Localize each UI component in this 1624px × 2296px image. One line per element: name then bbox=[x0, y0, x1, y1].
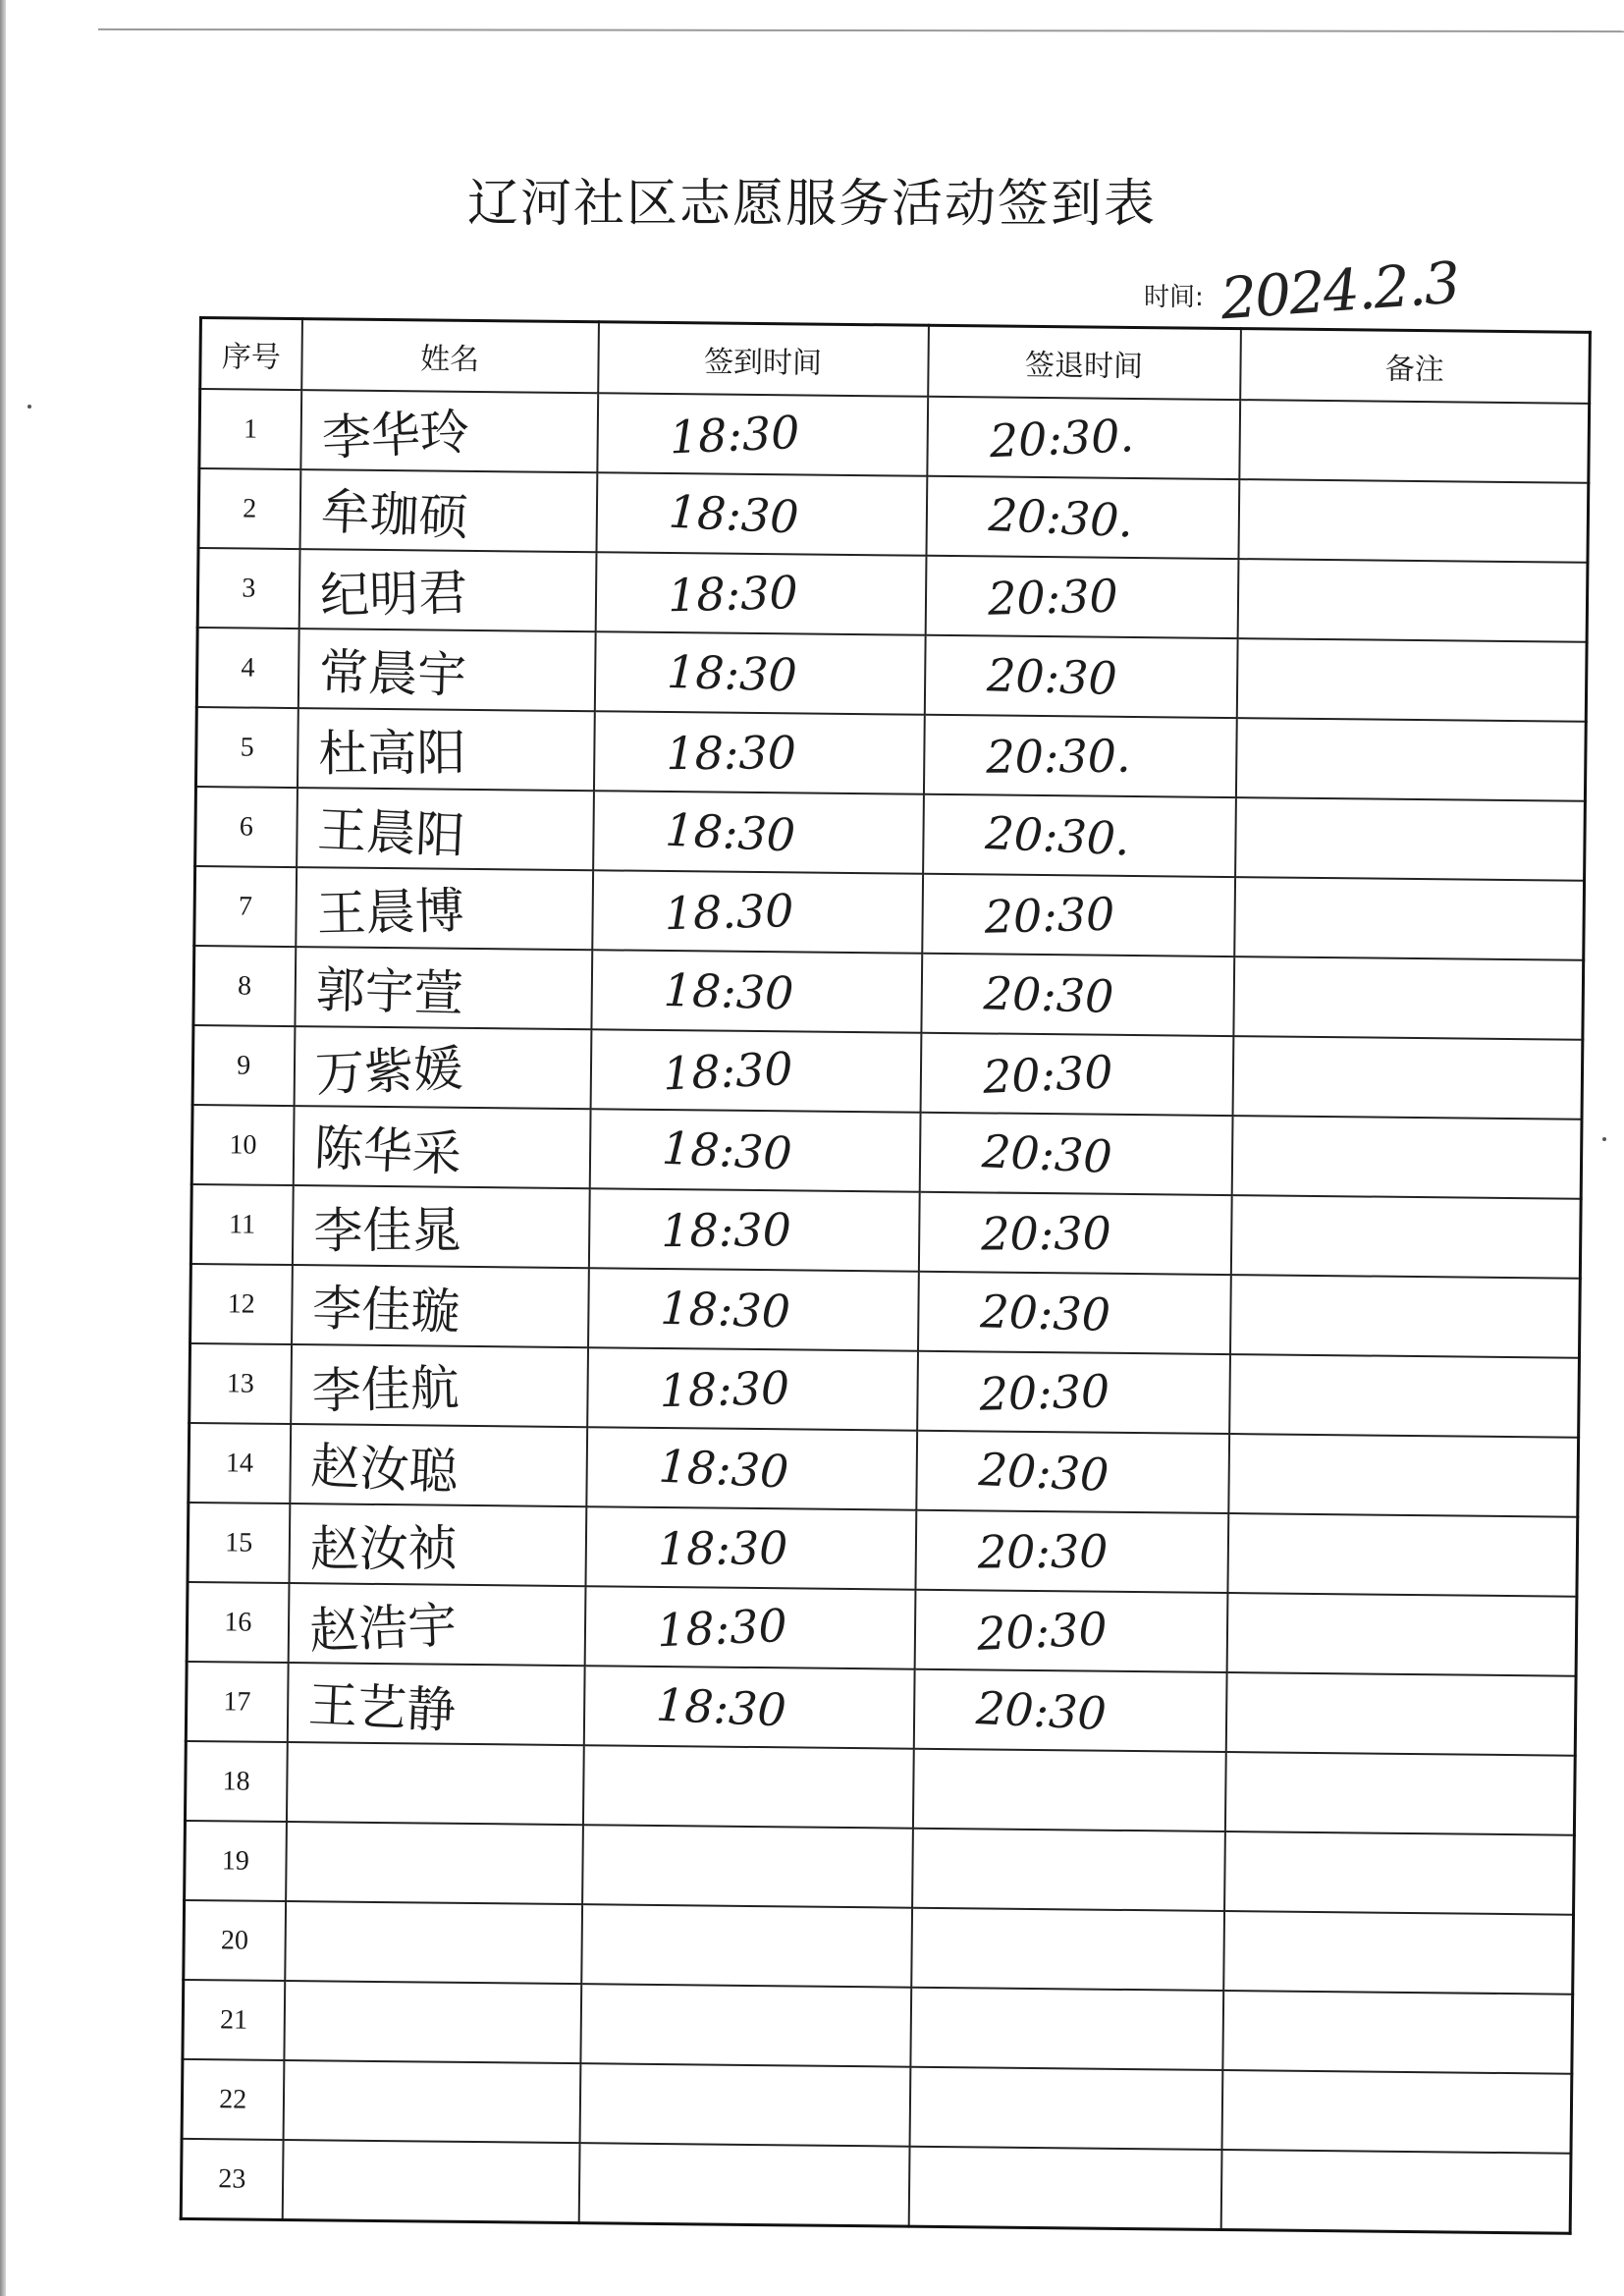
cell-sign-out-handwritten-text: 20:30 bbox=[974, 1680, 1108, 1740]
cell-sign-out-handwritten-text: 20:30 bbox=[977, 1442, 1110, 1502]
cell-serial bbox=[189, 1423, 291, 1503]
cell-sign-in-handwritten-text: 18:30 bbox=[661, 1041, 794, 1100]
cell-sign-out-handwritten-text: 20:30. bbox=[987, 487, 1134, 548]
cell-sign-out-handwritten-text: 20:30 bbox=[982, 965, 1114, 1023]
cell-sign-in-handwritten-text: 18.30 bbox=[663, 883, 794, 940]
cell-serial bbox=[198, 468, 300, 549]
header-sign-in-time: 签到时间 bbox=[598, 322, 929, 397]
cell-name-handwritten bbox=[285, 1901, 582, 1984]
cell-sign-out-handwritten-text: 20:30 bbox=[983, 886, 1115, 944]
cell-serial bbox=[192, 1025, 295, 1106]
cell-remarks bbox=[1239, 400, 1590, 483]
cell-name-handwritten-text: 赵汝聪 bbox=[308, 1437, 460, 1501]
cell-serial-text: 11 bbox=[228, 1208, 256, 1240]
table-row bbox=[190, 1264, 1581, 1358]
cell-sign-in-handwritten-text: 18:30 bbox=[657, 1439, 789, 1499]
cell-name-handwritten-text: 赵汝祯 bbox=[309, 1519, 458, 1578]
cell-name-handwritten-text: 常晨宇 bbox=[317, 642, 467, 704]
cell-name-handwritten-text: 纪明君 bbox=[319, 563, 468, 625]
cell-name-handwritten bbox=[297, 708, 594, 791]
cell-serial bbox=[197, 548, 299, 629]
cell-name-handwritten bbox=[293, 1106, 590, 1188]
cell-sign-out-handwritten bbox=[911, 1908, 1224, 1991]
cell-sign-out-handwritten-text: 20:30 bbox=[975, 1601, 1109, 1661]
cell-sign-in-handwritten bbox=[597, 393, 928, 476]
cell-serial-text: 9 bbox=[237, 1049, 251, 1081]
cell-sign-in-handwritten bbox=[585, 1506, 916, 1590]
cell-serial-text: 4 bbox=[241, 651, 255, 683]
table-row bbox=[191, 1105, 1582, 1199]
table-row bbox=[192, 1025, 1583, 1120]
cell-sign-in-handwritten bbox=[578, 2143, 909, 2226]
sheet-title: 辽河社区志愿服务活动签到表 bbox=[466, 175, 1157, 234]
cell-sign-out-handwritten bbox=[919, 1113, 1232, 1195]
cell-name-handwritten bbox=[292, 1185, 589, 1268]
cell-sign-in-handwritten bbox=[579, 2063, 910, 2147]
cell-sign-out-handwritten bbox=[925, 556, 1238, 638]
date-label: 时间: bbox=[1144, 283, 1204, 312]
header-serial: 序号 bbox=[200, 318, 302, 391]
cell-name-handwritten bbox=[291, 1344, 588, 1427]
cell-remarks bbox=[1229, 1275, 1580, 1358]
cell-sign-in-handwritten bbox=[586, 1427, 917, 1510]
cell-remarks bbox=[1236, 638, 1587, 722]
cell-sign-out-handwritten bbox=[926, 476, 1239, 559]
cell-sign-in-handwritten-text: 18:30 bbox=[665, 725, 796, 780]
cell-name-handwritten-text: 王晨博 bbox=[315, 881, 464, 943]
cell-remarks bbox=[1237, 559, 1588, 642]
cell-sign-out-handwritten-text: 20:30 bbox=[980, 1206, 1111, 1261]
cell-serial bbox=[184, 1900, 286, 1981]
cell-sign-out-handwritten bbox=[909, 2067, 1222, 2150]
cell-remarks bbox=[1238, 479, 1589, 563]
cell-name-handwritten-text: 王晨阳 bbox=[315, 800, 466, 864]
cell-serial-text: 17 bbox=[223, 1685, 251, 1718]
cell-name-handwritten-text: 杜高阳 bbox=[317, 724, 466, 783]
cell-remarks bbox=[1220, 2150, 1571, 2233]
cell-remarks bbox=[1235, 797, 1586, 881]
cell-name-handwritten bbox=[296, 867, 593, 950]
cell-serial-text: 1 bbox=[243, 412, 258, 445]
table-row bbox=[184, 1900, 1574, 1995]
cell-name-handwritten bbox=[286, 1822, 583, 1904]
cell-sign-in-handwritten-text: 18:30 bbox=[667, 484, 800, 544]
table-row bbox=[187, 1582, 1577, 1676]
cell-name-handwritten-text: 万紫媛 bbox=[313, 1039, 463, 1103]
cell-sign-in-handwritten bbox=[595, 552, 926, 635]
scan-top-line bbox=[98, 28, 1624, 32]
cell-serial-text: 16 bbox=[224, 1606, 252, 1638]
cell-sign-out-handwritten bbox=[912, 1749, 1225, 1831]
scan-speck bbox=[1602, 1137, 1606, 1141]
header-name: 姓名 bbox=[301, 319, 599, 394]
cell-sign-out-handwritten-text: 20:30 bbox=[978, 1363, 1110, 1421]
cell-serial bbox=[185, 1821, 287, 1901]
cell-serial-text: 8 bbox=[237, 969, 252, 1002]
table-row bbox=[190, 1184, 1581, 1279]
cell-sign-in-handwritten-text: 18:30 bbox=[665, 644, 798, 702]
cell-name-handwritten bbox=[289, 1503, 586, 1586]
date-area bbox=[1144, 248, 1461, 334]
sign-in-sheet bbox=[180, 316, 1589, 2195]
cell-serial bbox=[188, 1503, 290, 1583]
cell-sign-out-handwritten bbox=[916, 1431, 1229, 1513]
cell-remarks bbox=[1232, 1036, 1583, 1120]
header-sign-out-time: 签退时间 bbox=[928, 325, 1241, 400]
cell-serial bbox=[193, 946, 296, 1026]
cell-sign-in-handwritten-text: 18:30 bbox=[660, 1121, 793, 1180]
cell-remarks bbox=[1230, 1195, 1581, 1279]
cell-serial-text: 12 bbox=[227, 1287, 255, 1320]
table-row bbox=[193, 946, 1584, 1040]
cell-serial-text: 2 bbox=[243, 492, 257, 524]
cell-name-handwritten bbox=[288, 1583, 585, 1666]
cell-name-handwritten-text: 李佳璇 bbox=[311, 1279, 460, 1340]
cell-name-handwritten bbox=[298, 629, 595, 711]
cell-sign-in-handwritten-text: 18:30 bbox=[654, 1677, 787, 1737]
cell-sign-in-handwritten-text: 18:30 bbox=[655, 1598, 788, 1657]
cell-sign-out-handwritten bbox=[921, 954, 1234, 1036]
cell-sign-in-handwritten-text: 18:30 bbox=[666, 565, 798, 622]
cell-sign-in-handwritten bbox=[592, 870, 923, 954]
cell-sign-out-handwritten bbox=[922, 874, 1235, 957]
cell-serial bbox=[186, 1662, 288, 1742]
cell-serial-text: 21 bbox=[219, 2003, 248, 2036]
cell-name-handwritten-text: 王艺静 bbox=[306, 1675, 457, 1739]
cell-sign-in-handwritten bbox=[582, 1825, 913, 1908]
cell-sign-out-handwritten-text: 20:30 bbox=[985, 647, 1118, 705]
cell-sign-out-handwritten bbox=[920, 1033, 1233, 1116]
cell-sign-out-handwritten-text: 20:30 bbox=[980, 1123, 1113, 1183]
cell-sign-in-handwritten bbox=[590, 1029, 921, 1113]
cell-remarks bbox=[1227, 1513, 1578, 1597]
table-body bbox=[181, 389, 1589, 2233]
cell-name-handwritten-text: 陈华采 bbox=[312, 1119, 462, 1182]
cell-sign-out-handwritten bbox=[918, 1192, 1231, 1275]
cell-sign-in-handwritten-text: 18:30 bbox=[657, 1520, 788, 1575]
cell-serial bbox=[199, 389, 301, 469]
table-row bbox=[189, 1343, 1580, 1438]
cell-serial bbox=[195, 707, 298, 788]
cell-serial-text: 13 bbox=[226, 1367, 255, 1399]
cell-remarks bbox=[1229, 1354, 1580, 1438]
cell-sign-out-handwritten-text: 20:30. bbox=[988, 408, 1135, 467]
cell-sign-in-handwritten bbox=[594, 631, 925, 715]
table-row bbox=[195, 707, 1586, 801]
cell-sign-out-handwritten bbox=[912, 1829, 1225, 1911]
date-value-handwritten: 2024.2.3 bbox=[1218, 248, 1461, 333]
cell-remarks bbox=[1235, 718, 1586, 801]
cell-name-handwritten bbox=[282, 2140, 579, 2223]
cell-name-handwritten bbox=[295, 947, 592, 1029]
cell-serial bbox=[185, 1741, 287, 1822]
cell-sign-in-handwritten bbox=[584, 1586, 915, 1669]
scan-edge bbox=[0, 0, 6, 2296]
cell-sign-in-handwritten bbox=[593, 791, 924, 874]
cell-sign-in-handwritten bbox=[582, 1745, 913, 1829]
cell-sign-in-handwritten bbox=[581, 1904, 912, 1988]
cell-serial-text: 5 bbox=[240, 731, 254, 763]
cell-sign-out-handwritten bbox=[915, 1510, 1228, 1593]
cell-sign-in-handwritten-text: 18:30 bbox=[658, 1360, 790, 1417]
cell-sign-out-handwritten-text: 20:30 bbox=[977, 1524, 1109, 1579]
cell-name-handwritten bbox=[292, 1265, 589, 1347]
cell-serial-text: 10 bbox=[229, 1128, 257, 1161]
cell-serial-text: 15 bbox=[225, 1526, 253, 1558]
cell-remarks bbox=[1221, 2070, 1572, 2154]
cell-serial bbox=[183, 1980, 285, 2060]
cell-sign-out-handwritten bbox=[927, 397, 1240, 479]
cell-sign-out-handwritten-text: 20:30 bbox=[986, 569, 1118, 626]
cell-sign-out-handwritten bbox=[908, 2147, 1221, 2230]
table-row bbox=[181, 2139, 1571, 2233]
cell-sign-in-handwritten bbox=[588, 1188, 919, 1272]
cell-sign-out-handwritten bbox=[914, 1590, 1227, 1672]
cell-name-handwritten bbox=[286, 1742, 583, 1825]
cell-sign-in-handwritten-text: 18:30 bbox=[660, 1202, 791, 1257]
cell-name-handwritten-text: 李华玲 bbox=[320, 403, 470, 466]
cell-name-handwritten-text: 李佳航 bbox=[310, 1358, 460, 1420]
table-row bbox=[185, 1741, 1575, 1835]
cell-sign-out-handwritten bbox=[913, 1669, 1226, 1752]
cell-serial-text: 6 bbox=[239, 810, 253, 843]
cell-name-handwritten-text: 赵浩宇 bbox=[307, 1596, 458, 1660]
header-remarks: 备注 bbox=[1240, 329, 1591, 404]
cell-serial-text: 18 bbox=[222, 1765, 250, 1797]
cell-serial-text: 3 bbox=[242, 572, 256, 604]
table-row bbox=[198, 468, 1589, 563]
cell-serial-text: 19 bbox=[221, 1844, 249, 1877]
cell-sign-in-handwritten bbox=[580, 1984, 911, 2067]
cell-sign-out-handwritten-text: 20:30. bbox=[983, 805, 1131, 865]
cell-sign-out-handwritten bbox=[917, 1351, 1230, 1434]
cell-sign-out-handwritten bbox=[924, 635, 1237, 718]
cell-sign-out-handwritten-text: 20:30 bbox=[979, 1284, 1111, 1341]
cell-sign-out-handwritten bbox=[918, 1272, 1231, 1354]
cell-sign-out-handwritten bbox=[923, 794, 1236, 877]
cell-serial bbox=[181, 2139, 283, 2220]
cell-sign-out-handwritten-text: 20:30. bbox=[985, 729, 1131, 784]
cell-serial bbox=[190, 1264, 293, 1344]
cell-sign-in-handwritten bbox=[593, 711, 924, 794]
cell-serial bbox=[187, 1582, 289, 1663]
cell-serial-text: 22 bbox=[219, 2083, 247, 2115]
cell-name-handwritten bbox=[299, 469, 597, 552]
cell-name-handwritten bbox=[290, 1424, 587, 1506]
cell-serial bbox=[190, 1184, 293, 1265]
table-row bbox=[182, 2059, 1572, 2154]
table-row bbox=[189, 1423, 1579, 1517]
cell-name-handwritten-text: 郭宇萱 bbox=[314, 960, 464, 1022]
cell-sign-in-handwritten bbox=[591, 950, 922, 1033]
cell-serial bbox=[196, 628, 298, 708]
cell-name-handwritten bbox=[283, 2060, 580, 2143]
cell-sign-in-handwritten-text: 18:30 bbox=[659, 1281, 791, 1339]
cell-remarks bbox=[1225, 1672, 1576, 1756]
cell-name-handwritten bbox=[284, 1981, 581, 2063]
table-row bbox=[186, 1662, 1576, 1756]
cell-name-handwritten bbox=[300, 390, 598, 472]
cell-remarks bbox=[1233, 957, 1584, 1040]
cell-sign-in-handwritten-text: 18:30 bbox=[668, 405, 800, 464]
table-row bbox=[196, 628, 1587, 722]
cell-sign-out-handwritten bbox=[910, 1988, 1223, 2070]
cell-remarks bbox=[1223, 1911, 1574, 1995]
table-row bbox=[185, 1821, 1575, 1915]
cell-sign-in-handwritten bbox=[596, 472, 927, 556]
cell-name-handwritten-text: 李佳晁 bbox=[312, 1201, 461, 1260]
cell-serial-text: 14 bbox=[225, 1447, 254, 1479]
table-row bbox=[195, 787, 1586, 881]
cell-sign-in-handwritten bbox=[587, 1347, 918, 1431]
cell-name-handwritten bbox=[287, 1663, 584, 1745]
cell-sign-in-handwritten-text: 18:30 bbox=[662, 962, 794, 1020]
cell-remarks bbox=[1226, 1593, 1577, 1676]
cell-serial-text: 7 bbox=[238, 890, 253, 922]
cell-serial bbox=[189, 1343, 292, 1424]
cell-name-handwritten bbox=[298, 549, 596, 631]
cell-sign-in-handwritten bbox=[588, 1268, 919, 1351]
table-row bbox=[199, 389, 1590, 483]
cell-remarks bbox=[1224, 1831, 1575, 1915]
cell-sign-out-handwritten bbox=[923, 715, 1236, 797]
cell-serial-text: 20 bbox=[220, 1924, 249, 1956]
cell-serial bbox=[195, 787, 298, 867]
cell-sign-in-handwritten-text: 18:30 bbox=[663, 802, 796, 862]
cell-sign-in-handwritten bbox=[589, 1109, 920, 1192]
sign-in-table bbox=[180, 316, 1592, 2235]
cell-name-handwritten bbox=[294, 1026, 591, 1109]
table-row bbox=[194, 866, 1585, 960]
cell-name-handwritten bbox=[297, 788, 594, 870]
cell-sign-in-handwritten bbox=[583, 1666, 914, 1749]
cell-remarks bbox=[1234, 877, 1585, 960]
cell-serial bbox=[182, 2059, 284, 2140]
table-row bbox=[197, 548, 1588, 642]
cell-sign-out-handwritten-text: 20:30 bbox=[981, 1044, 1114, 1104]
cell-serial bbox=[191, 1105, 294, 1185]
table-row bbox=[183, 1980, 1573, 2074]
cell-remarks bbox=[1222, 1991, 1573, 2074]
cell-serial-text: 23 bbox=[218, 2162, 246, 2195]
cell-remarks bbox=[1231, 1116, 1582, 1199]
scan-speck bbox=[27, 405, 31, 409]
cell-serial bbox=[194, 866, 297, 947]
table-row bbox=[188, 1503, 1578, 1597]
cell-name-handwritten-text: 牟珈硕 bbox=[319, 482, 469, 546]
cell-remarks bbox=[1224, 1752, 1575, 1835]
cell-remarks bbox=[1228, 1434, 1579, 1517]
